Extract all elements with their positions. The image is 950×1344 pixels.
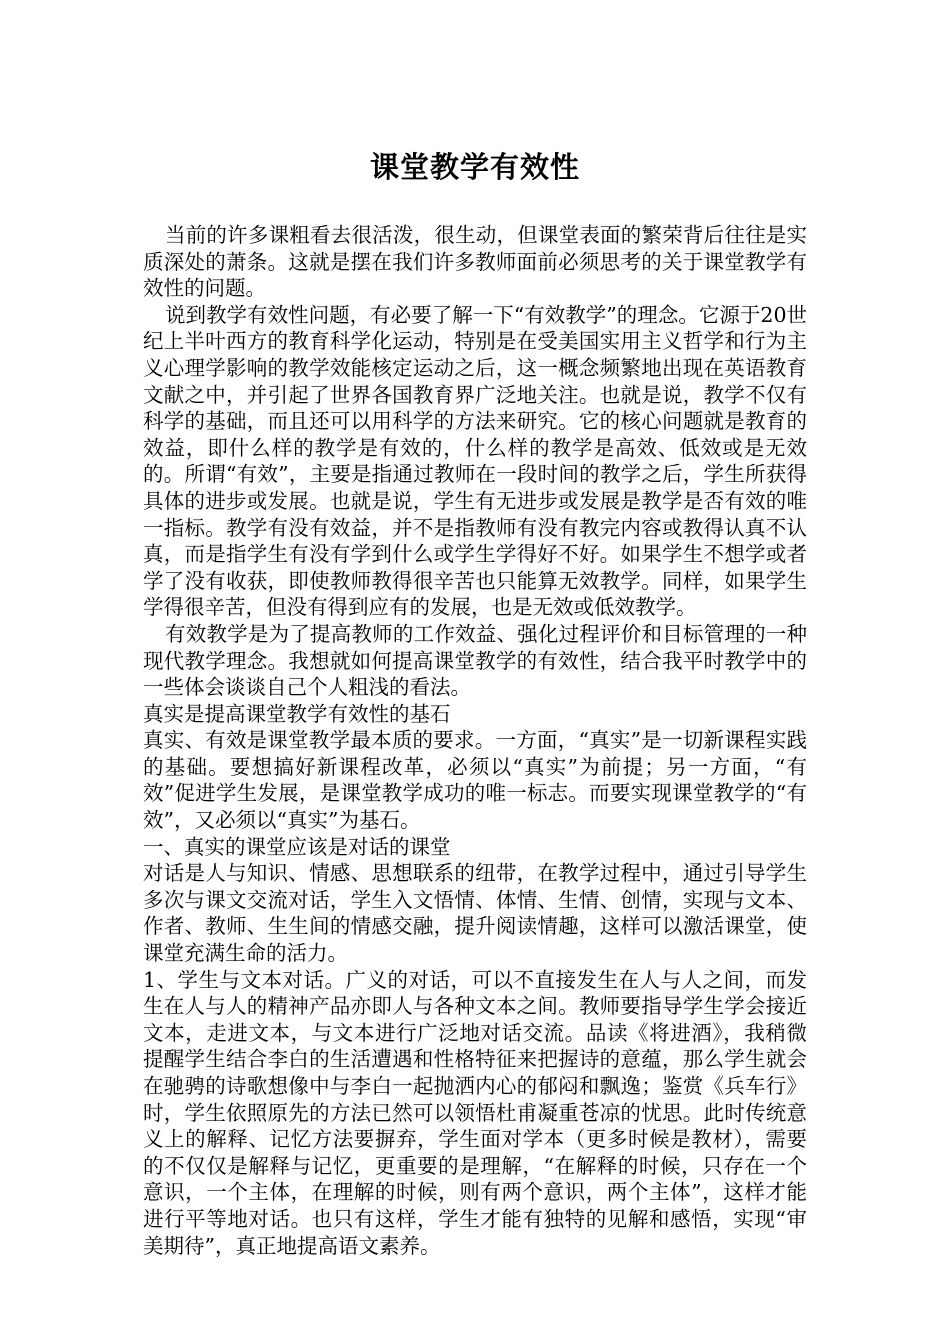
section-heading-dialogue-classroom: 一、真实的课堂应该是对话的课堂 xyxy=(143,834,451,859)
document-body xyxy=(143,222,807,1259)
document-title: 课堂教学有效性 xyxy=(369,150,580,185)
paragraph-modern-teaching-idea: 有效教学是为了提高教师的工作效益、强化过程评价和目标管理的一种现代教学理念。我想就如何提高课堂教学的有效性，结合我平时教学中的一些体会谈谈自己个人粗浅的看法。 xyxy=(143,621,807,700)
paragraph-intro: 当前的许多课粗看去很活泼，很生动，但课堂表面的繁荣背后往往是实质深处的萧条。这就是摆在我们许多教师面前必须思考的关于课堂教学有效性的问题。 xyxy=(143,223,807,301)
paragraph-dialogue: 对话是人与知识、情感、思想联系的纽带，在教学过程中，通过引导学生多次与课文交流对话，学生入文悟情、体情、生情、创情，实现与文本、作者、教师、生生间的情感交融，提升阅读情趣，这样可以激活课堂，使课堂充满生命的活力。 xyxy=(143,861,807,966)
paragraph-truth-and-effectiveness: 真实、有效是课堂教学最本质的要求。一方面，“真实”是一切新课程实践的基础。要想搞好新课程改革，必须以“真实”为前提；另一方面，“有效”促进学生发展，是课堂教学成功的唯一标志。而要实现课堂教学的“有效”，又必须以“真实”为基石。 xyxy=(143,728,807,833)
paragraph-student-text-dialogue: 1、学生与文本对话。广义的对话，可以不直接发生在人与人之间，而发生在人与人的精神产品亦即人与各种文本之间。教师要指导学生学会接近文本，走进文本，与文本进行广泛地对话交流。品读《将进酒》，我稍微提醒学生结合李白的生活遭遇和性格特征来把握诗的意蕴，那么学生就会在驰骋的诗歌想像中与李白一起抛洒内心的郁闷和飘逸；鉴赏《兵车行》时，学生依照原先的方法已然可以领悟杜甫凝重苍凉的忧思。此时传统意义上的解释、记忆方法要摒弃，学生面对学本（更多时候是教材），需要的不仅仅是解释与记忆，更重要的是理解，“在解释的时候，只存在一个意识，一个主体，在理解的时候，则有两个意识，两个主体”，这样才能进行平等地对话。也只有这样，学生才能有独特的见解和感悟，实现“审美期待”，真正地提高语文素养。 xyxy=(143,967,807,1258)
paragraph-effective-teaching-concept: 说到教学有效性问题，有必要了解一下“有效教学”的理念。它源于20世纪上半叶西方的教育科学化运动，特别是在受美国实用主义哲学和行为主义心理学影响的教学效能核定运动之后，这一概念频繁地出现在英语教育文献之中，并引起了世界各国教育界广泛地关注。也就是说，教学不仅有科学的基础，而且还可以用科学的方法来研究。它的核心问题就是教育的效益，即什么样的教学是有效的，什么样的教学是高效、低效或是无效的。所谓“有效”，主要是指通过教师在一段时间的教学之后，学生所获得具体的进步或发展。也就是说，学生有无进步或发展是教学是否有效的唯一指标。教学有没有效益，并不是指教师有没有教完内容或教得认真不认真，而是指学生有没有学到什么或学生学得好不好。如果学生不想学或者学了没有收获，即使教师教得很辛苦也只能算无效教学。同样，如果学生学得很辛苦，但没有得到应有的发展，也是无效或低效教学。 xyxy=(143,302,807,620)
section-heading-foundation: 真实是提高课堂教学有效性的基石 xyxy=(143,701,451,726)
